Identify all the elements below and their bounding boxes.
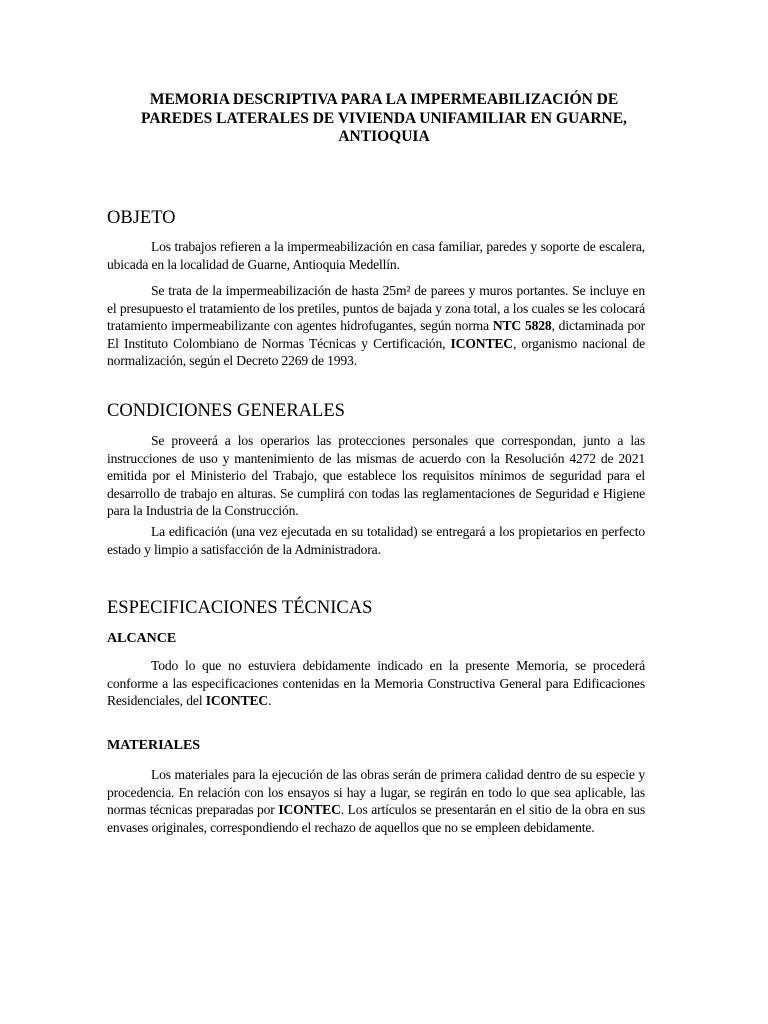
materiales-text-a: Los materiales para la ejecución de las obras serán de primera calidad dentro de su especie y procedencia. En relación con los ensayos si hay a lugar, se regirán en todo lo que sea aplicable, las normas técnicas preparadas por [107, 767, 645, 818]
section-heading-objeto: OBJETO [107, 208, 176, 228]
materiales-paragraph [107, 766, 645, 836]
materiales-text-c: . Los artículos se presentarán en el sitio de la obra en sus envases originales, correspondiendo el rechazo de aquellos que no se empleen debidamente. [107, 802, 645, 835]
objeto-p2-text-c: , dictaminada por El Instituto Colombiano de Normas Técnicas y Certificación, [107, 318, 646, 351]
icontec-name: ICONTEC [450, 335, 513, 351]
icontec-name: ICONTEC [205, 693, 269, 709]
title-line-3: ANTIOQUIA [338, 128, 430, 145]
icontec-name: ICONTEC [278, 802, 341, 818]
norma-ntc-5828: NTC 5828 [492, 318, 552, 334]
objeto-paragraph-1: Los trabajos refieren a la impermeabilización en casa familiar, paredes y soporte de escalera, ubicada en la localidad de Guarne, Antioquia Medellín. [107, 239, 645, 272]
alcance-paragraph [107, 657, 645, 710]
condiciones-paragraph-1: Se proveerá a los operarios las protecciones personales que correspondan, junto a las instrucciones de uso y mantenimiento de las mismas de acuerdo con la Resolución 4272 de 2021 emitida por el Ministerio del Trabajo, que establece los requisitos mínimos de seguridad para el desarrollo de trabajo en alturas. Se cumplirá con todas las reglamentaciones de Seguridad e Higiene para la Industria de la Construcción. [107, 433, 645, 519]
objeto-p2-text-e: , organismo nacional de normalización, según el Decreto 2269 de 1993. [107, 335, 645, 369]
title-line-2: PAREDES LATERALES DE VIVIENDA UNIFAMILIAR EN GUARNE, [141, 109, 627, 127]
subsection-heading-alcance: ALCANCE [107, 631, 177, 646]
section-heading-condiciones-generales: CONDICIONES GENERALES [107, 401, 345, 421]
objeto-p2-text-a: Se trata de la impermeabilización de hasta 25m² de parees y muros portantes. Se incluye en el presupuesto el tratamiento de los pretiles, puntos de bajada y zona total, a los cuales se les colocará tratamiento impermeabilizante con agentes hidrofugantes, según norma [107, 283, 645, 334]
alcance-text-c: . [268, 693, 272, 709]
document-title [130, 91, 638, 147]
section-heading-especificaciones-tecnicas: ESPECIFICACIONES TÉCNICAS [107, 598, 373, 618]
subsection-heading-materiales: MATERIALES [107, 738, 201, 753]
title-line-1: MEMORIA DESCRIPTIVA PARA LA IMPERMEABILIZACIÓN DE [149, 91, 619, 108]
condiciones-paragraph-2: La edificación (una vez ejecutada en su totalidad) se entregará a los propietarios en perfecto estado y limpio a satisfacción de la Administradora. [107, 524, 645, 557]
alcance-text-a: Todo lo que no estuviera debidamente indicado en la presente Memoria, se procederá conforme a las especificaciones contenidas en la Memoria Constructiva General para Edificaciones Residenciales, del [107, 658, 645, 709]
objeto-paragraph-2 [107, 282, 645, 370]
